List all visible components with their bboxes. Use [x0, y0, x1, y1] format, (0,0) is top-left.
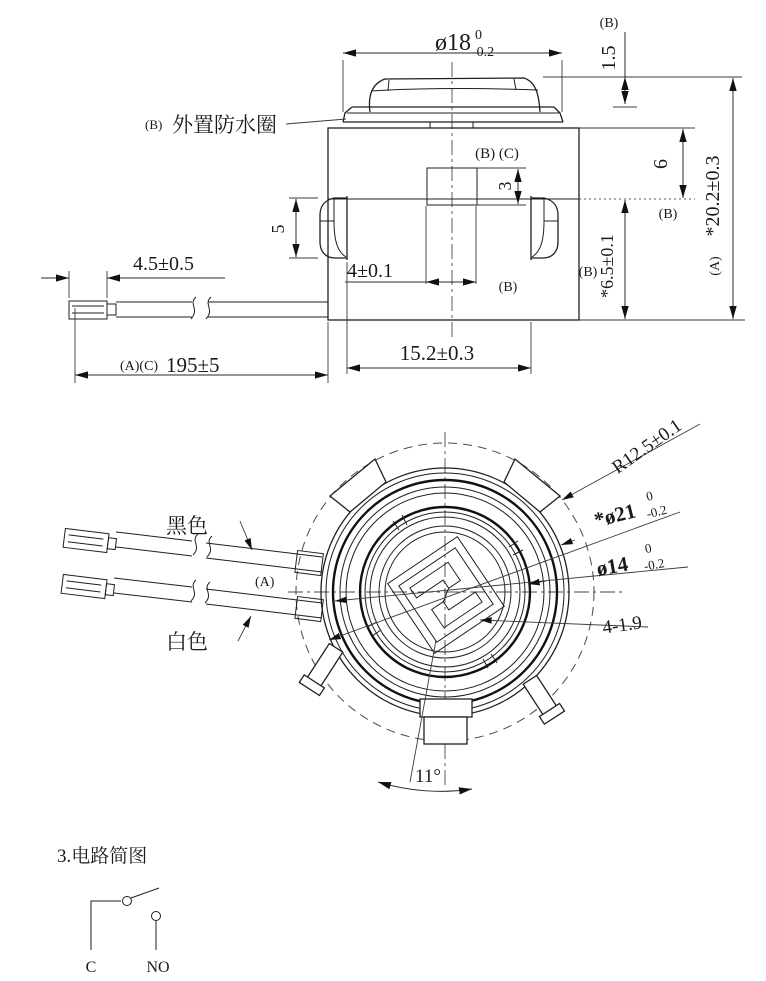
leg-lower-right	[520, 673, 565, 724]
dim-text-phi14-sup: 0	[643, 540, 653, 557]
left-hook	[320, 196, 347, 260]
white-wire-label: 白色	[166, 630, 208, 654]
dim-slot-height	[475, 146, 526, 205]
tab-bottom	[420, 699, 472, 744]
side-view	[41, 16, 745, 383]
dim-radius	[562, 415, 700, 500]
label-a-wires: (A)	[255, 575, 275, 590]
dim-text-4-5: 4.5±0.5	[133, 253, 194, 275]
label-b-6-5: (B)	[578, 265, 598, 280]
label-b-waterproof: (B)	[145, 117, 163, 132]
bottom-view	[61, 415, 700, 791]
dim-wire-length	[75, 308, 328, 383]
dim-text-195-prefix: (A)(C)	[120, 359, 159, 374]
common-lead	[91, 901, 121, 950]
dim-text-phi21-sub: -0.2	[644, 501, 669, 522]
waterproof-callout	[145, 113, 346, 137]
terminal-no-label: NO	[146, 959, 170, 976]
dim-text-4-1-9: 4-1.9	[601, 612, 644, 639]
dim-text-phi18-sup: 0	[475, 28, 482, 43]
dim-text-195: 195±5	[166, 353, 220, 377]
dim-text-1-5: 1.5	[598, 45, 620, 71]
dim-text-11deg: 11°	[415, 766, 441, 787]
waterproof-label: 外置防水圈	[172, 113, 277, 137]
right-hook	[531, 196, 558, 260]
dim-text-6: 6	[650, 159, 672, 169]
switch-arm	[131, 888, 159, 898]
leg-lower-left	[299, 641, 346, 695]
dim-cap-height	[543, 16, 742, 107]
switch-contact-left	[123, 897, 132, 906]
label-b-flange: (B)	[658, 207, 678, 222]
dim-cap-diameter	[343, 28, 562, 112]
dim-text-phi14: ø14	[594, 551, 630, 581]
white-wire	[61, 574, 323, 621]
dim-flange-height	[579, 128, 695, 222]
dim-text-phi18: ø18	[435, 30, 471, 56]
dim-text-phi14-sub: -0.2	[642, 555, 666, 574]
dim-wire-strip	[41, 253, 225, 298]
dim-hook-height	[268, 198, 318, 258]
dim-text-5: 5	[268, 224, 288, 234]
wire-color-callouts	[166, 514, 275, 654]
dim-text-6-5: *6.5±0.1	[597, 234, 617, 298]
circuit-diagram	[57, 845, 170, 976]
dim-text-15-2: 15.2±0.3	[399, 341, 475, 365]
label-b-body: (B)	[498, 280, 518, 295]
black-wire-label: 黑色	[166, 514, 208, 538]
dim-text-4: 4±0.1	[347, 260, 393, 282]
dim-slot-width	[345, 206, 518, 295]
label-a-right: (A)	[708, 256, 723, 276]
label-b-c: (B) (C)	[475, 146, 519, 162]
waterproof-ring	[343, 107, 563, 128]
dim-text-phi18-sub: -0.2	[472, 45, 495, 60]
dim-text-20-2: *20.2±0.3	[702, 155, 724, 237]
terminal-c-label: C	[85, 959, 97, 976]
dim-lower-height	[579, 200, 625, 319]
circuit-title: 3.电路简图	[57, 846, 148, 867]
lead-wire-side	[69, 297, 328, 319]
wire-break-symbol	[191, 297, 196, 319]
switch-body	[328, 128, 579, 320]
switch-contact-right	[152, 912, 161, 921]
dim-text-phi21-sup: 0	[644, 487, 655, 504]
dim-text-3: 3	[495, 181, 515, 191]
center-contact-detail	[388, 537, 505, 654]
label-b-top: (B)	[599, 16, 619, 31]
dim-text-r12-5: R12.5±0.1	[608, 415, 686, 479]
dim-text-phi21: *ø21	[591, 498, 639, 532]
